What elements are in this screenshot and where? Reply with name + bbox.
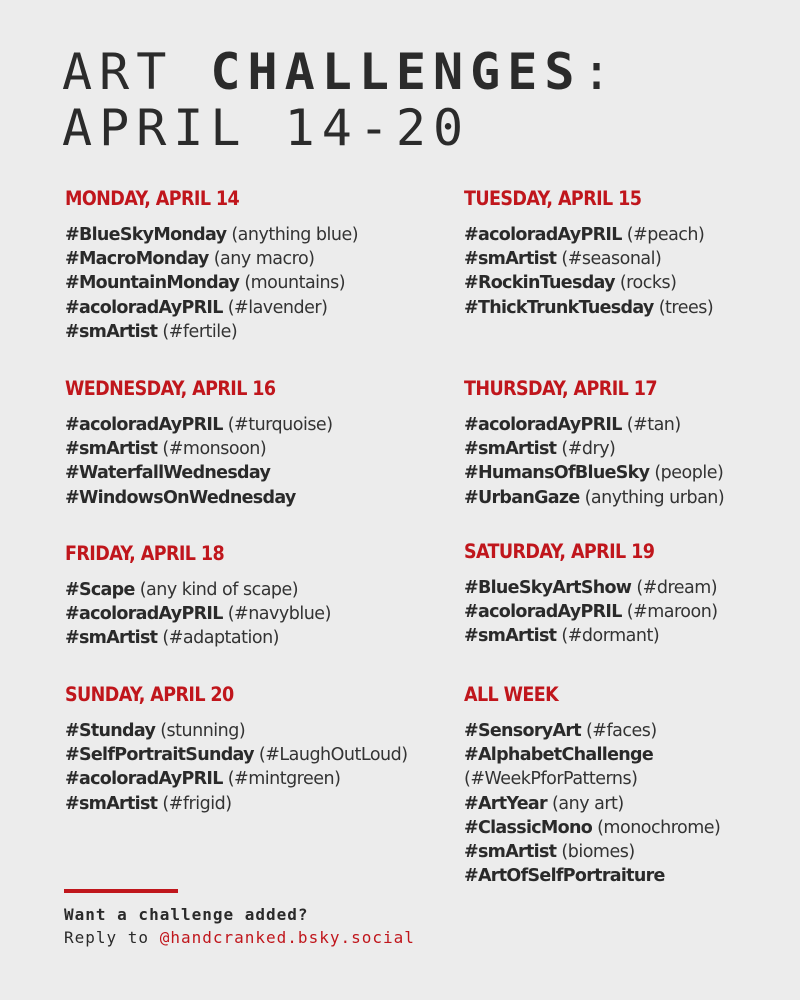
- challenge-entry: [65, 602, 331, 626]
- challenge-tag: #acoloradAyPRIL: [65, 769, 223, 790]
- title-colon: :: [581, 43, 619, 101]
- challenge-note: (#adaptation): [157, 628, 279, 649]
- challenge-note: (anything urban): [579, 487, 725, 508]
- challenge-entry: [464, 576, 718, 600]
- challenge-note: (#tan): [621, 415, 681, 435]
- challenge-note: (#lavender): [222, 297, 328, 318]
- challenge-entry: [65, 626, 331, 650]
- challenge-note: (rocks): [614, 273, 677, 294]
- challenge-entry: [464, 247, 713, 271]
- challenge-entry: [65, 719, 408, 743]
- challenge-note: (monochrome): [592, 817, 721, 838]
- day-section: [65, 376, 333, 510]
- challenge-note: (any kind of scape): [134, 580, 299, 600]
- challenge-entry: [65, 578, 331, 602]
- challenge-tag: #smArtist: [464, 842, 557, 863]
- day-heading: TUESDAY, APRIL 15: [464, 187, 642, 210]
- challenge-tag: #HumansOfBlueSky: [464, 463, 650, 484]
- challenge-entry: [464, 767, 720, 791]
- challenge-entry: [464, 461, 724, 485]
- challenge-note: (biomes): [556, 842, 635, 863]
- challenge-note: (any art): [546, 793, 624, 814]
- challenge-tag: #MacroMonday: [65, 249, 209, 270]
- challenge-entry: [464, 840, 720, 864]
- day-heading: WEDNESDAY, APRIL 16: [65, 377, 276, 400]
- day-section: [464, 682, 720, 888]
- day-heading: SUNDAY, APRIL 20: [65, 683, 234, 706]
- day-section: [464, 376, 724, 510]
- challenge-entry: [464, 413, 724, 437]
- challenge-tag: #acoloradAyPRIL: [65, 604, 223, 625]
- challenge-entry: [65, 413, 333, 437]
- challenge-note: (#WeekPforPatterns): [464, 769, 638, 790]
- day-heading: THURSDAY, APRIL 17: [464, 377, 657, 400]
- title-art: ART: [62, 43, 211, 101]
- challenge-entry: [464, 271, 713, 295]
- challenge-entry: [65, 486, 333, 510]
- challenge-note: (stunning): [155, 721, 246, 741]
- challenge-entry: [464, 864, 720, 888]
- day-section: [65, 541, 331, 651]
- challenge-note: (#LaughOutLoud): [253, 745, 408, 766]
- challenge-note: (#dry): [556, 439, 616, 460]
- challenge-tag: #ThickTrunkTuesday: [464, 297, 654, 318]
- challenge-entry: [65, 271, 358, 295]
- challenge-entry: [65, 743, 408, 767]
- challenge-entry: [464, 600, 718, 624]
- day-heading: SATURDAY, APRIL 19: [464, 540, 655, 563]
- challenge-entry: [464, 437, 724, 461]
- challenge-tag: #Stunday: [65, 721, 156, 741]
- challenge-tag: #smArtist: [65, 628, 158, 649]
- challenge-entry: [464, 792, 720, 816]
- challenge-tag: #smArtist: [464, 249, 557, 270]
- challenge-note: (anything blue): [226, 225, 359, 245]
- challenge-entry: [464, 624, 718, 648]
- day-heading: MONDAY, APRIL 14: [65, 187, 240, 210]
- day-section: [65, 682, 408, 816]
- challenge-tag: #WindowsOnWednesday: [65, 487, 296, 508]
- challenge-tag: #smArtist: [65, 439, 158, 460]
- title-challenges: CHALLENGES: [210, 43, 582, 101]
- challenge-tag: #acoloradAyPRIL: [464, 602, 622, 623]
- challenge-entry: [65, 320, 358, 344]
- challenge-tag: #MountainMonday: [65, 273, 240, 294]
- challenge-tag: #acoloradAyPRIL: [65, 415, 223, 435]
- challenge-tag: #smArtist: [464, 439, 557, 460]
- challenge-entry: [65, 792, 408, 816]
- challenge-note: (#faces): [580, 721, 657, 741]
- footer-question: Want a challenge added?: [64, 905, 309, 924]
- challenge-tag: #ArtYear: [464, 793, 547, 814]
- challenge-entry: [464, 223, 713, 247]
- challenge-tag: #BlueSkyArtShow: [464, 578, 632, 598]
- challenge-tag: #smArtist: [464, 626, 557, 647]
- challenge-tag: #acoloradAyPRIL: [65, 297, 223, 318]
- challenge-tag: #ArtOfSelfPortraiture: [464, 866, 665, 887]
- day-section: [65, 186, 358, 344]
- challenge-entry: [65, 767, 408, 791]
- challenge-entry: [65, 437, 333, 461]
- challenge-entry: [464, 486, 724, 510]
- challenge-entry: [65, 461, 333, 485]
- challenge-tag: #smArtist: [65, 321, 158, 342]
- challenge-tag: #WaterfallWednesday: [65, 463, 271, 484]
- challenge-tag: #UrbanGaze: [464, 487, 580, 508]
- challenge-note: (#monsoon): [157, 439, 267, 460]
- footer-reply-prefix: Reply to: [64, 928, 160, 947]
- challenge-note: (#frigid): [157, 793, 232, 814]
- day-section: [464, 186, 713, 320]
- challenge-tag: #acoloradAyPRIL: [464, 415, 622, 435]
- challenge-entry: [464, 816, 720, 840]
- challenge-note: (#mintgreen): [222, 769, 341, 790]
- challenge-entry: [464, 296, 713, 320]
- title-line-2: APRIL 14-20: [62, 99, 471, 157]
- challenge-note: (#navyblue): [222, 604, 331, 625]
- contact-handle-link[interactable]: @handcranked.bsky.social: [159, 928, 415, 947]
- challenge-tag: #RockinTuesday: [464, 273, 615, 294]
- challenge-entry: [65, 247, 358, 271]
- footer-divider: [64, 889, 178, 893]
- challenge-tag: #smArtist: [65, 793, 158, 814]
- day-section: [464, 539, 718, 649]
- challenge-note: (#fertile): [157, 321, 238, 342]
- challenge-note: (#peach): [621, 225, 705, 245]
- challenge-note: (#turquoise): [222, 415, 333, 435]
- challenge-note: (any macro): [208, 249, 315, 270]
- challenge-tag: #AlphabetChallenge: [464, 745, 653, 766]
- footer: [64, 903, 415, 949]
- challenge-tag: #SensoryArt: [464, 721, 581, 741]
- challenge-note: (trees): [653, 297, 714, 318]
- title-line-1: [62, 44, 619, 100]
- challenge-entry: [464, 719, 720, 743]
- challenge-tag: #SelfPortraitSunday: [65, 745, 254, 766]
- day-heading: ALL WEEK: [464, 683, 559, 706]
- challenge-note: (#seasonal): [556, 249, 662, 270]
- challenge-entry: [65, 223, 358, 247]
- challenge-entry: [65, 296, 358, 320]
- challenge-tag: #BlueSkyMonday: [65, 225, 227, 245]
- challenge-entry: [464, 743, 720, 767]
- challenge-tag: #Scape: [65, 580, 135, 600]
- challenge-note: (#maroon): [621, 602, 718, 623]
- challenge-tag: #ClassicMono: [464, 817, 593, 838]
- day-heading: FRIDAY, APRIL 18: [65, 542, 225, 565]
- challenge-note: (#dormant): [556, 626, 660, 647]
- challenge-note: (#dream): [631, 578, 718, 598]
- challenge-note: (mountains): [239, 273, 346, 294]
- challenge-note: (people): [649, 463, 724, 484]
- footer-reply: [64, 926, 415, 949]
- challenge-tag: #acoloradAyPRIL: [464, 225, 622, 245]
- page-title: [62, 44, 619, 156]
